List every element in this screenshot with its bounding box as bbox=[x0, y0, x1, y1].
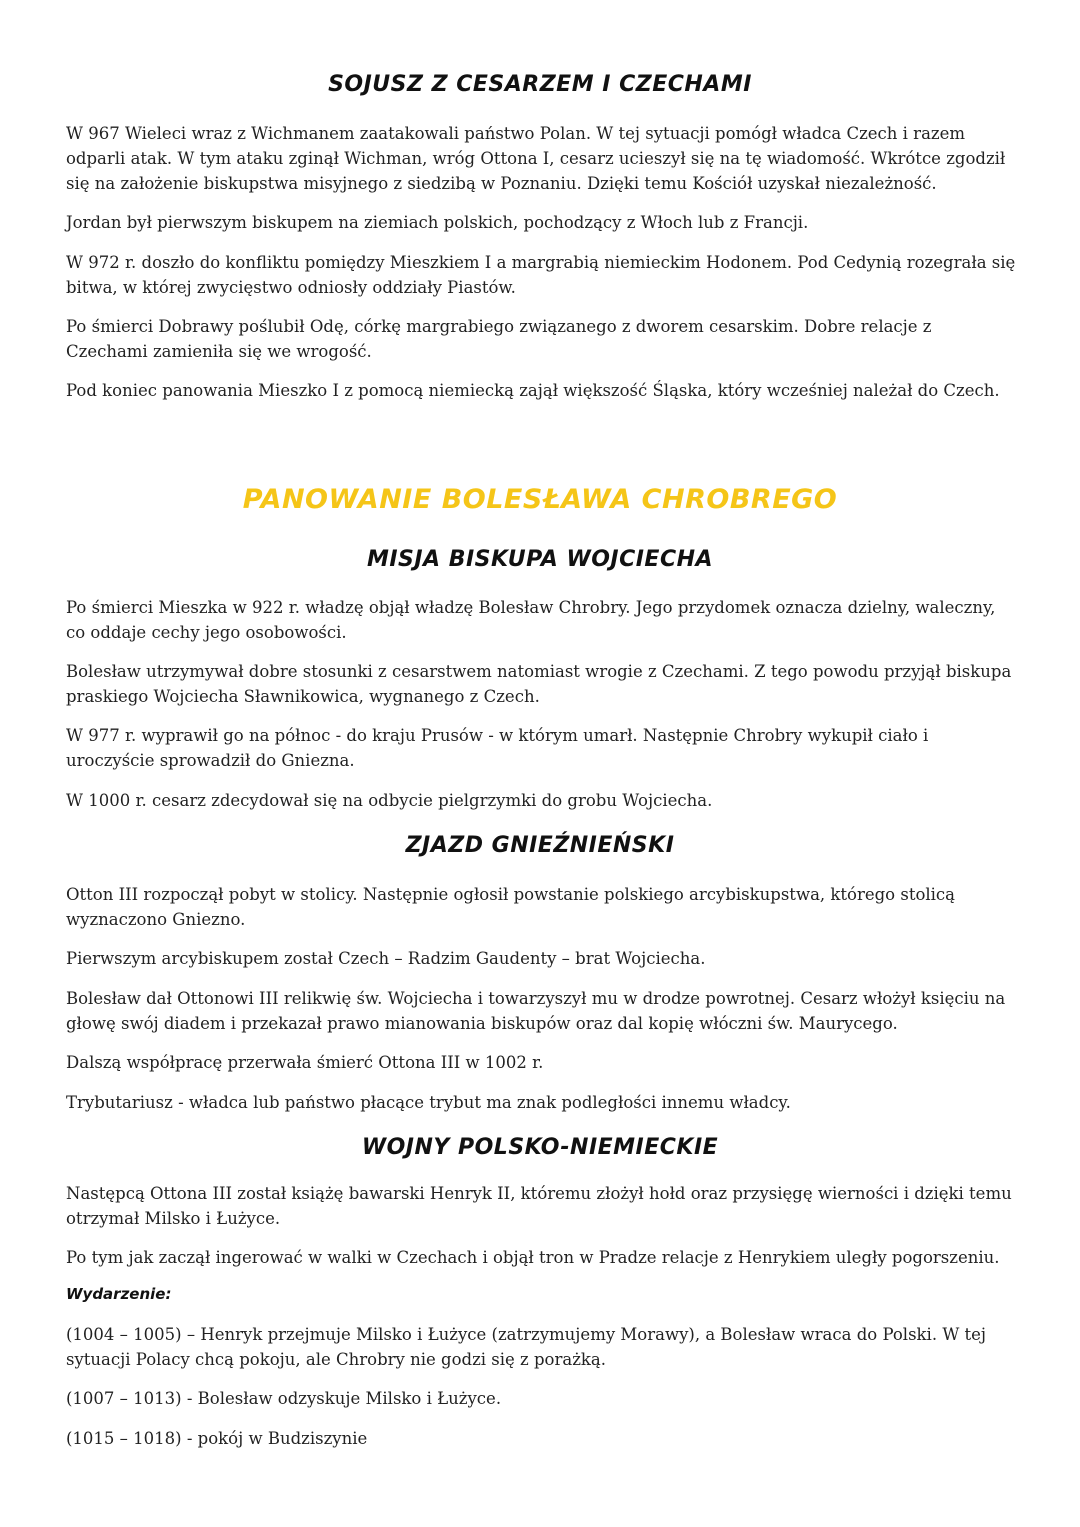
paragraph: Po tym jak zaczął ingerować w walki w Czechach i objął tron w Pradze relacje z Henrykiem uległy pogorszeniu. bbox=[66, 1248, 1000, 1267]
paragraph: Pierwszym arcybiskupem został Czech – Radzim Gaudenty – brat Wojciecha. bbox=[66, 949, 706, 968]
paragraph: Bolesław dał Ottonowi III relikwię św. Wojciecha i towarzyszył mu w drodze powrotnej. Cesarz włożył księciu na głowę swój diadem i przekazał prawo mianowania biskupów oraz dal kopię włóczni św. Maurycego. bbox=[66, 989, 1006, 1033]
paragraph: Bolesław utrzymywał dobre stosunki z cesarstwem natomiast wrogie z Czechami. Z tego powodu przyjął biskupa praskiego Wojciecha Sławnikowica, wygnanego z Czech. bbox=[66, 662, 1012, 706]
paragraph: W 977 r. wyprawił go na północ - do kraju Prusów - w którym umarł. Następnie Chrobry wykupił ciało i uroczyście sprowadził do Gniezna. bbox=[66, 726, 929, 770]
event-item: (1007 – 1013) - Bolesław odzyskuje Milsko i Łużyce. bbox=[66, 1389, 502, 1408]
section-heading-mission: MISJA BISKUPA WOJCIECHA bbox=[366, 547, 714, 572]
paragraph: Pod koniec panowania Mieszko I z pomocą niemiecką zajął większość Śląska, który wcześniej należał do Czech. bbox=[66, 381, 1000, 400]
paragraph: W 1000 r. cesarz zdecydował się na odbycie pielgrzymki do grobu Wojciecha. bbox=[66, 791, 713, 810]
section-heading-congress: ZJAZD GNIEŹNIEŃSKI bbox=[405, 833, 675, 858]
paragraph: W 972 r. doszło do konfliktu pomiędzy Mieszkiem I a margrabią niemieckim Hodonem. Pod Cedynią rozegrała się bitwa, w której zwycięstwo odniosły oddziały Piastów. bbox=[66, 253, 1016, 297]
paragraph: W 967 Wieleci wraz z Wichmanem zaatakowali państwo Polan. W tej sytuacji pomógł władca Czech i razem odparli atak. W tym ataku zginął Wichman, wróg Ottona I, cesarz ucieszył się na tę wiadomość. Wkrótce zgodził się na założenie biskupstwa misyjnego z siedzibą w Poznaniu. Dzięki temu Kościół uzyskał niezależność. bbox=[66, 124, 1006, 193]
main-heading: PANOWANIE BOLESŁAWA CHROBREGO bbox=[242, 484, 838, 515]
paragraph: Następcą Ottona III został książę bawarski Henryk II, któremu złożył hołd oraz przysięgę wierności i dzięki temu otrzymał Milsko i Łużyce. bbox=[66, 1184, 1012, 1228]
paragraph: Trybutariusz - władca lub państwo płacące trybut ma znak podległości innemu władcy. bbox=[66, 1093, 791, 1112]
section-heading-wars: WOJNY POLSKO-NIEMIECKIE bbox=[361, 1135, 719, 1160]
events-label: Wydarzenie: bbox=[66, 1285, 172, 1303]
paragraph: Otton III rozpoczął pobyt w stolicy. Następnie ogłosił powstanie polskiego arcybiskupstwa, którego stolicą wyznaczono Gniezno. bbox=[66, 885, 956, 929]
event-item: (1004 – 1005) – Henryk przejmuje Milsko i Łużyce (zatrzymujemy Morawy), a Bolesław wraca do Polski. W tej sytuacji Polacy chcą pokoju, ale Chrobry nie godzi się z porażką. bbox=[66, 1325, 987, 1369]
paragraph: Dalszą współpracę przerwała śmierć Ottona III w 1002 r. bbox=[66, 1053, 544, 1072]
section-heading-alliance: SOJUSZ Z CESARZEM I CZECHAMI bbox=[328, 72, 752, 97]
paragraph: Jordan był pierwszym biskupem na ziemiach polskich, pochodzący z Włoch lub z Francji. bbox=[66, 213, 809, 232]
paragraph: Po śmierci Mieszka w 922 r. władzę objął władzę Bolesław Chrobry. Jego przydomek oznacza dzielny, waleczny, co oddaje cechy jego osobowości. bbox=[66, 598, 996, 642]
paragraph: Po śmierci Dobrawy poślubił Odę, córkę margrabiego związanego z dworem cesarskim. Dobre relacje z Czechami zamieniła się we wrogość. bbox=[66, 317, 932, 361]
event-item: (1015 – 1018) - pokój w Budziszynie bbox=[66, 1429, 368, 1448]
